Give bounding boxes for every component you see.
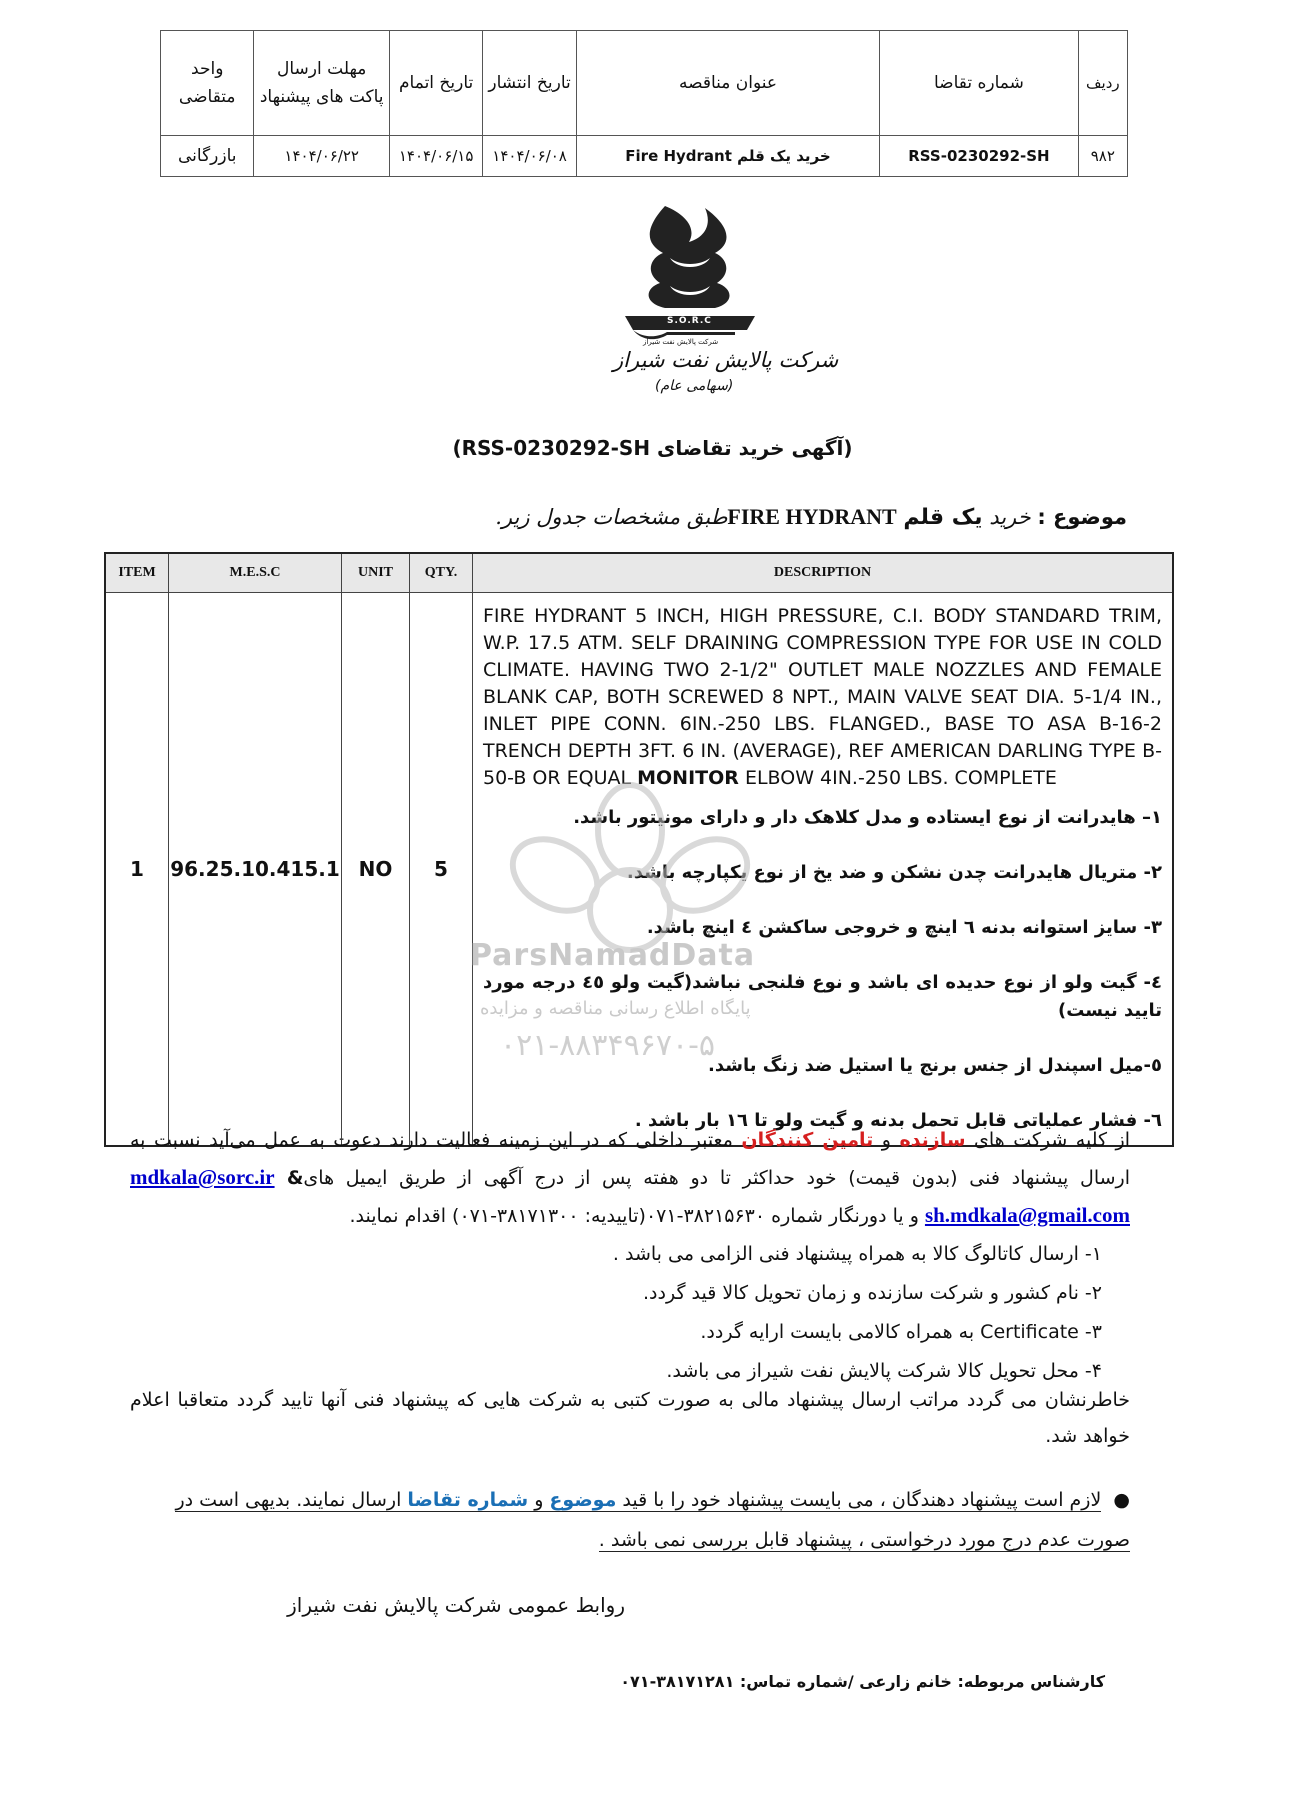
highlight-request-number: شماره تقاضا	[407, 1489, 529, 1511]
body-text: و	[873, 1129, 900, 1151]
body-text: معتبر داخلی که در این زمینه فعالیت دارند دعوت به عمل می‌آید نسبت به ارسال پیشنهاد فنی (بدون قیمت) خود حداکثر تا دو هفته پس از درج آگهی از طریق ایمیل های	[130, 1129, 1130, 1189]
description-text: FIRE HYDRANT 5 INCH, HIGH PRESSURE, C.I. BODY STANDARD TRIM, W.P. 17.5 ATM. SELF DRAINING COMPRESSION TYPE FOR USE IN COLD CLIMATE. HAVING TWO 2-1/2" OUTLET MALE NOZZLES AND FEMALE BLANK CAP, BOTH SCREWED 8 NPT., MAIN VALVE SEAT DIA. 5-1/4 IN., INLET PIPE CONN. 6IN.-250 LBS. FLANGED., BASE TO ASA B-16-2 TRENCH DEPTH 3FT. 6 IN. (AVERAGE), REF AMERICAN DARLING TYPE B-50-B OR EQUAL	[483, 605, 1162, 789]
cell-radif: ۹۸۲	[1078, 136, 1127, 177]
watermark-text: پایگاه اطلاع رسانی مناقصه و مزایده	[480, 998, 751, 1019]
col-radif: ردیف	[1078, 31, 1127, 136]
company-logo	[585, 198, 839, 398]
cell-end-date: ۱۴۰۴/۰۶/۱۵	[389, 136, 482, 177]
spec-item: ٥-میل اسپندل از جنس برنج یا استیل ضد زنگ باشد.	[708, 1055, 1162, 1076]
spec-list	[483, 804, 1162, 1135]
cell-deadline: ۱۴۰۴/۰۶/۲۲	[254, 136, 389, 177]
bullet-text: ارسال نمایند. بدیهی است در صورت عدم درج مورد درخواستی ، پیشنهاد قابل بررسی نمی باشد .	[175, 1489, 1130, 1551]
bullet-text: لازم است پیشنهاد دهندگان ، می بایست پیشنهاد خود را با قید	[616, 1489, 1102, 1511]
subject-buy: خرید	[989, 505, 1031, 529]
cell-unit: بازرگانی	[161, 136, 254, 177]
highlight-subject: موضوع	[549, 1489, 617, 1511]
subject-qty: یک قلم	[903, 505, 983, 530]
items-table	[104, 552, 1174, 1147]
spec-item: ۱– هایدرانت از نوع ایستاده و مدل کلاهک دار و دارای مونیتور باشد.	[573, 807, 1162, 828]
col-deadline: مهلت ارسال پاکت های پیشنهاد	[254, 31, 389, 136]
col-item: ITEM	[105, 553, 169, 593]
list-item: ۴- محل تحویل کالا شرکت پالایش نفت شیراز می باشد.	[666, 1360, 1102, 1382]
invitation-text	[130, 1122, 1130, 1391]
logo-badge: S.O.R.C	[667, 316, 712, 326]
col-publish-date: تاریخ انتشار	[483, 31, 576, 136]
spec-item: ٦- فشار عملیاتی قابل تحمل بدنه و گیت ولو تا ١٦ بار باشد .	[634, 1110, 1162, 1131]
spec-item: ۳- سایز استوانه بدنه ٦ اینچ و خروجی ساکشن ٤ اینچ باشد.	[646, 917, 1162, 938]
col-description: DESCRIPTION	[473, 553, 1174, 593]
ampersand: &	[274, 1167, 304, 1189]
logo-company-small: شرکت پالایش نفت شیراز	[643, 338, 719, 346]
cell-publish-date: ۱۴۰۴/۰۶/۰۸	[483, 136, 576, 177]
cell-item: 1	[105, 593, 169, 1147]
spec-item: ٤- گیت ولو از نوع حدیده ای باشد و نوع فلنجی نباشد(گیت ولو ٤٥ درجه مورد تایید نیست)	[483, 972, 1162, 1021]
description-bold: MONITOR	[637, 767, 739, 789]
header-row	[161, 31, 1128, 136]
logo-company-name: شرکت پالایش نفت شیراز	[613, 348, 839, 372]
cell-request-no: RSS-0230292-SH	[880, 136, 1078, 177]
bullet-note	[120, 1480, 1130, 1560]
cell-mesc: 96.25.10.415.1	[169, 593, 342, 1147]
email-link-gmail[interactable]: sh.mdkala@gmail.com	[924, 1203, 1130, 1227]
list-item: ۱- ارسال کاتالوگ کالا به همراه پیشنهاد فنی الزامی می باشد .	[612, 1243, 1102, 1265]
col-qty: QTY.	[410, 553, 473, 593]
body-text: از کلیه شرکت های	[965, 1129, 1130, 1151]
col-request-no: شماره تقاضا	[880, 31, 1078, 136]
highlight-manufacturer: سازنده	[899, 1129, 966, 1151]
bullet-text: و	[528, 1489, 550, 1511]
tender-header-table	[160, 30, 1128, 177]
signature: روابط عمومی شرکت پالایش نفت شیراز	[287, 1593, 625, 1617]
cell-unit: NO	[342, 593, 410, 1147]
watermark-brand: ParsNamadData	[470, 938, 756, 973]
col-end-date: تاریخ اتمام	[389, 31, 482, 136]
body-text: و یا دورنگار شماره ۳۸۲۱۵۶۳۰-۰۷۱(تاییدیه: ۳۸۱۷۱۳۰۰-۰۷۱) اقدام نمایند.	[349, 1205, 925, 1227]
cell-title: خرید یک قلم Fire Hydrant	[576, 136, 879, 177]
note-paragraph: خاطرنشان می گردد مراتب ارسال پیشنهاد مالی به صورت کتبی به شرکت هایی که پیشنهاد فنی آنها تایید گردد متعاقبا اعلام خواهد شد.	[130, 1389, 1130, 1447]
col-unit: UNIT	[342, 553, 410, 593]
watermark-phone: ۰۲۱-۸۸۳۴۹۶۷۰-۵	[500, 1028, 716, 1063]
table-row	[105, 593, 1173, 1147]
col-title: عنوان مناقصه	[576, 31, 879, 136]
subject-tail: طبق مشخصات جدول زیر.	[495, 505, 728, 529]
contact-expert: کارشناس مربوطه: خانم زارعی /شماره تماس: ۳۸۱۷۱۲۸۱-۰۷۱	[620, 1672, 1105, 1691]
col-mesc: M.E.S.C	[169, 553, 342, 593]
highlight-suppliers: تامین کنندگان	[741, 1129, 874, 1151]
list-item: ۳- Certificate به همراه کالامی بایست ارایه گردد.	[700, 1321, 1102, 1343]
table-row	[161, 136, 1128, 177]
requirements-list	[130, 1235, 1130, 1391]
cell-description	[473, 593, 1174, 1147]
description-english	[483, 603, 1162, 792]
bullet-icon: ●	[1101, 1489, 1130, 1511]
page-title: (آگهی خرید تقاضای RSS-0230292-SH)	[452, 436, 853, 460]
list-item: ۲- نام کشور و شرکت سازنده و زمان تحویل کالا قید گردد.	[643, 1282, 1102, 1304]
subject-item: FIRE HYDRANT	[727, 504, 897, 529]
subject-line	[495, 504, 1127, 530]
col-unit: واحد متقاضی	[161, 31, 254, 136]
email-link-mdkala[interactable]: mdkala@sorc.ir	[130, 1165, 275, 1189]
logo-company-type: (سهامی عام)	[655, 378, 734, 394]
cell-qty: 5	[410, 593, 473, 1147]
spec-item: ۲- متریال هایدرانت چدن نشکن و ضد یخ از نوع یکپارچه باشد.	[626, 862, 1162, 883]
subject-label: موضوع :	[1037, 505, 1127, 529]
items-header-row	[105, 553, 1173, 593]
description-tail: ELBOW 4IN.-250 LBS. COMPLETE	[738, 767, 1057, 789]
